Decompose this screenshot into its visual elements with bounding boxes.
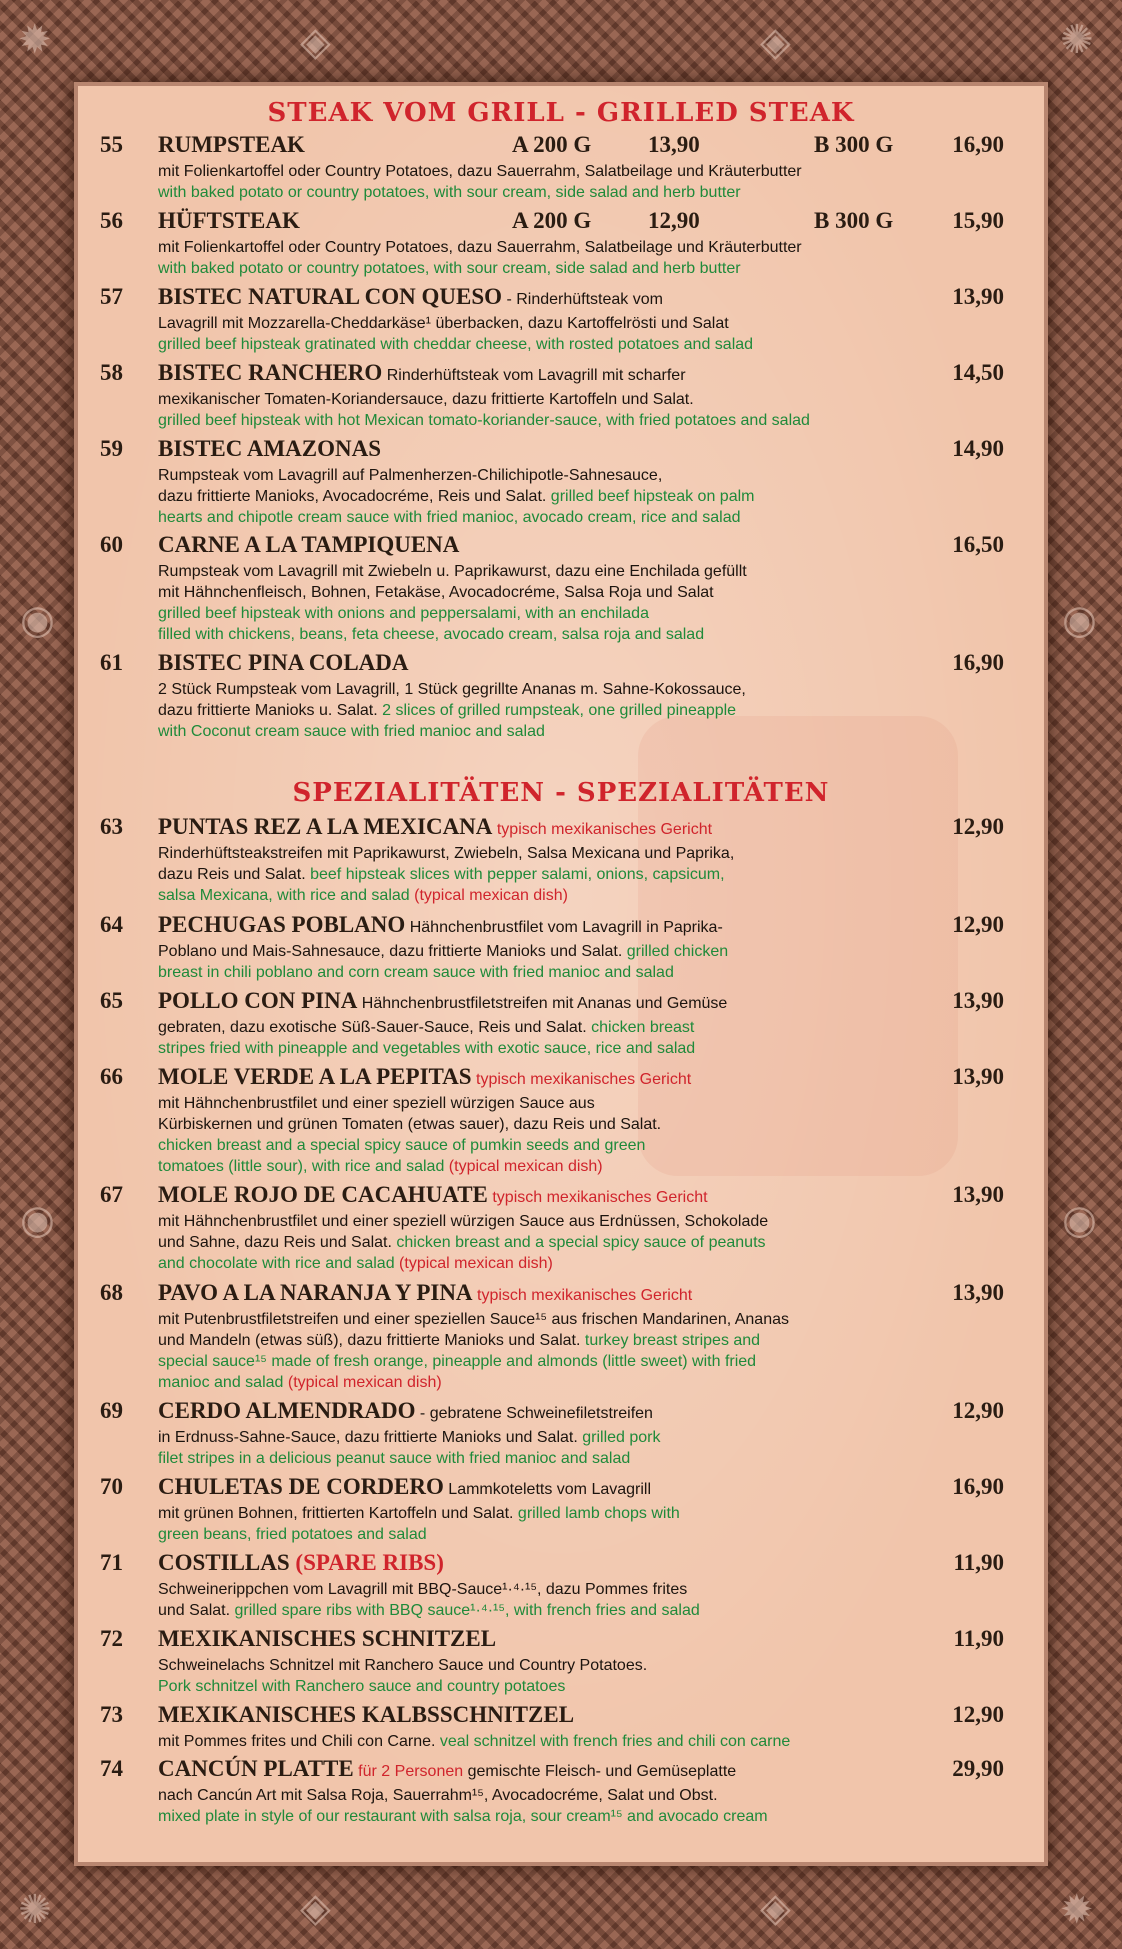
- aztec-glyph-icon: ◈: [760, 1885, 791, 1931]
- section-title-specialties: SPEZIALITÄTEN - SPEZIALITÄTEN: [292, 778, 830, 808]
- item-desc-de: - Rinderhüftsteak vom: [502, 291, 663, 308]
- item-desc-en: grilled beef hipsteak on palm: [546, 488, 755, 505]
- item-desc-de: Lavagrill mit Mozzarella-Cheddarkäse¹ überbacken, dazu Kartoffelrösti und Salat: [158, 315, 729, 332]
- item-price: 13,90: [952, 1182, 1004, 1207]
- item-desc-de: und Mandeln (etwas süß), dazu frittierte Manioks und Salat.: [158, 1332, 581, 1349]
- item-price: 16,90: [952, 650, 1004, 675]
- item-desc-en: turkey breast stripes and: [580, 1332, 761, 1349]
- item-desc-de: Rinderhüftsteakstreifen mit Paprikawurst, Zwiebeln, Salsa Mexicana und Paprika,: [158, 845, 735, 862]
- item-number: 63: [100, 814, 123, 839]
- item-name: MEXIKANISCHES SCHNITZEL: [158, 1626, 497, 1651]
- item-number: 55: [100, 132, 123, 157]
- item-desc-de: mit Folienkartoffel oder Country Potatoes, dazu Sauerrahm, Salatbeilage und Kräuterbutter: [158, 239, 802, 256]
- item-desc-en: Pork schnitzel with Ranchero sauce and country potatoes: [158, 1678, 566, 1695]
- item-price: 13,90: [952, 988, 1004, 1013]
- item-desc-de: gebraten, dazu exotische Süß-Sauer-Sauce, Reis und Salat.: [158, 1019, 587, 1036]
- item-desc-de: Schweinerippchen vom Lavagrill mit BBQ-Sauce¹·⁴·¹⁵, dazu Pommes frites: [158, 1581, 688, 1598]
- item-tag-red: (typical mexican dish): [394, 1255, 553, 1272]
- item-tag-red: für 2 Personen: [353, 1763, 464, 1780]
- item-desc-de: in Erdnuss-Sahne-Sauce, dazu frittierte Manioks und Salat.: [158, 1429, 578, 1446]
- menu-panel: [78, 86, 1044, 1862]
- item-desc-de: mit Hähnchenbrustfilet und einer speziell würzigen Sauce aus Erdnüssen, Schokolade: [158, 1213, 769, 1230]
- item-desc-en: grilled spare ribs with BBQ sauce¹·⁴·¹⁵, with french fries and salad: [230, 1602, 700, 1619]
- aztec-glyph-icon: ◉: [1062, 1197, 1097, 1243]
- item-name: COSTILLAS: [158, 1550, 290, 1575]
- item-desc-de: - gebratene Schweinefiletstreifen: [415, 1405, 653, 1422]
- item-name: BISTEC AMAZONAS: [158, 436, 382, 461]
- item-desc-de: und Sahne, dazu Reis und Salat.: [158, 1234, 392, 1251]
- option-a-size: A 200 G: [512, 208, 592, 233]
- item-number: 66: [100, 1064, 123, 1089]
- item-desc-de: Hähnchenbrustfilet vom Lavagrill in Paprika-: [405, 919, 723, 936]
- item-desc-en: grilled beef hipsteak gratinated with cheddar cheese, with rosted potatoes and salad: [158, 336, 754, 353]
- item-desc-en: grilled beef hipsteak with hot Mexican tomato-koriander-sauce, with fried potatoes and salad: [158, 412, 810, 429]
- item-price: 16,50: [952, 532, 1004, 557]
- item-price: 16,90: [952, 1474, 1004, 1499]
- item-price: 12,90: [952, 1398, 1004, 1423]
- item-number: 73: [100, 1702, 123, 1727]
- aztec-glyph-icon: ◈: [300, 19, 331, 65]
- item-number: 57: [100, 284, 123, 309]
- item-price: 13,90: [952, 284, 1004, 309]
- item-desc-de: dazu Reis und Salat.: [158, 866, 306, 883]
- item-desc-de: Lammkoteletts vom Lavagrill: [443, 1481, 652, 1498]
- item-desc-en: grilled beef hipsteak with onions and peppersalami, with an enchilada: [158, 605, 649, 622]
- item-desc-en: chicken breast: [586, 1019, 695, 1036]
- item-number: 59: [100, 436, 123, 461]
- item-tag-red: typisch mexikanisches Gericht: [487, 1189, 708, 1206]
- item-desc-en: beef hipsteak slices with pepper salami, onions, capsicum,: [305, 866, 725, 883]
- item-desc-de: mit Hähnchenfleisch, Bohnen, Fetakäse, Avocadocréme, Salsa Roja und Salat: [158, 584, 714, 601]
- item-desc-en: grilled pork: [577, 1429, 661, 1446]
- item-name: BISTEC PINA COLADA: [158, 650, 409, 675]
- item-desc-en: mixed plate in style of our restaurant with salsa roja, sour cream¹⁵ and avocado cream: [158, 1808, 768, 1825]
- item-name: PECHUGAS POBLANO: [158, 912, 406, 937]
- item-desc-de: mit Hähnchenbrustfilet und einer speziell würzigen Sauce aus: [158, 1095, 595, 1112]
- item-number: 60: [100, 532, 123, 557]
- item-price: 12,90: [952, 814, 1004, 839]
- item-tag-red: (typical mexican dish): [444, 1158, 603, 1175]
- item-desc-de: und Salat.: [158, 1602, 231, 1619]
- item-price: 11,90: [953, 1626, 1004, 1651]
- item-number: 70: [100, 1474, 123, 1499]
- item-desc-en: filet stripes in a delicious peanut sauce with fried manioc and salad: [158, 1450, 631, 1467]
- aztec-glyph-icon: ✺: [18, 1887, 52, 1933]
- aztec-glyph-icon: ✹: [18, 17, 52, 63]
- item-price: 14,90: [952, 436, 1004, 461]
- item-price: 11,90: [953, 1550, 1004, 1575]
- item-desc-de: mit Folienkartoffel oder Country Potatoes, dazu Sauerrahm, Salatbeilage und Kräuterbutter: [158, 163, 802, 180]
- item-name: HÜFTSTEAK: [158, 208, 300, 233]
- aztec-glyph-icon: ◉: [20, 597, 55, 643]
- item-desc-de: dazu frittierte Manioks u. Salat.: [158, 702, 378, 719]
- item-number: 64: [100, 912, 123, 937]
- item-desc-de: mit Putenbrustfiletstreifen und einer speziellen Sauce¹⁵ aus frischen Mandarinen, Ananas: [158, 1311, 789, 1328]
- item-desc-en: chicken breast and a special spicy sauce of pumkin seeds and green: [158, 1137, 646, 1154]
- item-number: 61: [100, 650, 123, 675]
- item-desc-de: Rumpsteak vom Lavagrill auf Palmenherzen-Chilichipotle-Sahnesauce,: [158, 467, 663, 484]
- item-desc-de: Kürbiskernen und grünen Tomaten (etwas sauer), dazu Reis und Salat.: [158, 1116, 662, 1133]
- item-desc-de: Poblano und Mais-Sahnesauce, dazu frittierte Manioks und Salat.: [158, 943, 623, 960]
- item-tag-red: (typical mexican dish): [283, 1374, 442, 1391]
- item-desc-de: Hähnchenbrustfiletstreifen mit Ananas und Gemüse: [357, 995, 728, 1012]
- item-number: 69: [100, 1398, 123, 1423]
- item-desc-en: tomatoes (little sour), with rice and salad: [158, 1158, 445, 1175]
- item-desc-de: mit grünen Bohnen, frittierten Kartoffeln und Salat.: [158, 1505, 514, 1522]
- item-tag-red: (typical mexican dish): [409, 887, 568, 904]
- item-number: 65: [100, 988, 123, 1013]
- option-b-size: B 300 G: [814, 208, 894, 233]
- item-desc-en: filled with chickens, beans, feta cheese, avocado cream, salsa roja and salad: [158, 626, 705, 643]
- item-desc-en: stripes fried with pineapple and vegetables with exotic sauce, rice and salad: [158, 1040, 696, 1057]
- item-desc-en: salsa Mexicana, with rice and salad: [158, 887, 410, 904]
- aztec-glyph-icon: ✹: [1060, 1887, 1094, 1933]
- item-desc-en: breast in chili poblano and corn cream sauce with fried manioc and salad: [158, 964, 674, 981]
- item-desc-en: with Coconut cream sauce with fried manioc and salad: [158, 723, 545, 740]
- item-name: PUNTAS REZ A LA MEXICANA: [158, 814, 493, 839]
- item-tag-red: typisch mexikanisches Gericht: [471, 1071, 692, 1088]
- item-desc-de: Schweinelachs Schnitzel mit Ranchero Sauce und Country Potatoes.: [158, 1657, 648, 1674]
- aztec-glyph-icon: ◈: [300, 1885, 331, 1931]
- item-desc-en: veal schnitzel with french fries and chili con carne: [435, 1733, 791, 1750]
- item-name: MEXIKANISCHES KALBSSCHNITZEL: [158, 1702, 575, 1727]
- aztec-glyph-icon: ◉: [20, 1197, 55, 1243]
- item-name: MOLE ROJO DE CACAHUATE: [158, 1182, 488, 1207]
- item-name: CARNE A LA TAMPIQUENA: [158, 532, 460, 557]
- item-desc-en: hearts and chipotle cream sauce with fried manioc, avocado cream, rice and salad: [158, 509, 741, 526]
- item-desc-en: special sauce¹⁵ made of fresh orange, pineapple and almonds (little sweet) with fried: [158, 1353, 757, 1370]
- item-tag-red: typisch mexikanisches Gericht: [472, 1287, 693, 1304]
- item-price: 15,90: [952, 208, 1004, 233]
- item-number: 72: [100, 1626, 123, 1651]
- item-price: 16,90: [952, 132, 1004, 157]
- item-name: MOLE VERDE A LA PEPITAS: [158, 1064, 472, 1089]
- aztec-glyph-icon: ✺: [1060, 17, 1094, 63]
- item-desc-de: mit Pommes frites und Chili con Carne.: [158, 1733, 436, 1750]
- item-desc-en: chicken breast and a special spicy sauce of peanuts: [391, 1234, 766, 1251]
- item-desc-de: dazu frittierte Manioks, Avocadocréme, Reis und Salat.: [158, 488, 547, 505]
- aztec-glyph-icon: ◈: [760, 19, 791, 65]
- item-desc-de: mexikanischer Tomaten-Koriandersauce, dazu frittierte Kartoffeln und Salat.: [158, 391, 694, 408]
- item-price: 29,90: [952, 1756, 1004, 1781]
- item-number: 56: [100, 208, 123, 233]
- aztec-glyph-icon: ◉: [1062, 597, 1097, 643]
- section-title-steak: STEAK VOM GRILL - GRILLED STEAK: [267, 98, 855, 128]
- item-name-red: (SPARE RIBS): [289, 1550, 444, 1575]
- item-name: CHULETAS DE CORDERO: [158, 1474, 444, 1499]
- item-number: 58: [100, 360, 123, 385]
- item-desc-de: nach Cancún Art mit Salsa Roja, Sauerrahm¹⁵, Avocadocréme, Salat und Obst.: [158, 1787, 718, 1804]
- option-a-price: 12,90: [648, 208, 700, 233]
- item-name: BISTEC RANCHERO: [158, 360, 383, 385]
- item-number: 67: [100, 1182, 123, 1207]
- item-name: CERDO ALMENDRADO: [158, 1398, 416, 1423]
- item-desc-en: grilled chicken: [622, 943, 729, 960]
- item-name: PAVO A LA NARANJA Y PINA: [158, 1280, 473, 1305]
- item-price: 12,90: [952, 912, 1004, 937]
- item-number: 74: [100, 1756, 123, 1781]
- item-desc-en: with baked potato or country potatoes, with sour cream, side salad and herb butter: [158, 260, 741, 277]
- option-a-size: A 200 G: [512, 132, 592, 157]
- item-price: 14,50: [952, 360, 1004, 385]
- item-price: 12,90: [952, 1702, 1004, 1727]
- item-price: 13,90: [952, 1064, 1004, 1089]
- item-desc-en: with baked potato or country potatoes, with sour cream, side salad and herb butter: [158, 184, 741, 201]
- item-desc-de: Rumpsteak vom Lavagrill mit Zwiebeln u. Paprikawurst, dazu eine Enchilada gefüllt: [158, 563, 747, 580]
- item-name: CANCÚN PLATTE: [158, 1756, 354, 1781]
- item-number: 68: [100, 1280, 123, 1305]
- item-desc-de: Rinderhüftsteak vom Lavagrill mit scharfer: [382, 367, 686, 384]
- option-b-size: B 300 G: [814, 132, 894, 157]
- item-name: BISTEC NATURAL CON QUESO: [158, 284, 503, 309]
- item-desc-en: and chocolate with rice and salad: [158, 1255, 395, 1272]
- item-number: 71: [100, 1550, 123, 1575]
- item-desc-en: grilled lamb chops with: [513, 1505, 680, 1522]
- item-desc-en: manioc and salad: [158, 1374, 284, 1391]
- item-price: 13,90: [952, 1280, 1004, 1305]
- item-tag-red: typisch mexikanisches Gericht: [492, 821, 713, 838]
- item-name: POLLO CON PINA: [158, 988, 358, 1013]
- item-name: RUMPSTEAK: [158, 132, 305, 157]
- item-desc-en: 2 slices of grilled rumpsteak, one grilled pineapple: [377, 702, 737, 719]
- item-desc-en: green beans, fried potatoes and salad: [158, 1526, 427, 1543]
- item-desc-de: gemischte Fleisch- und Gemüseplatte: [463, 1763, 737, 1780]
- item-desc-de: 2 Stück Rumpsteak vom Lavagrill, 1 Stück gegrillte Ananas m. Sahne-Kokossauce,: [158, 681, 746, 698]
- option-a-price: 13,90: [648, 132, 700, 157]
